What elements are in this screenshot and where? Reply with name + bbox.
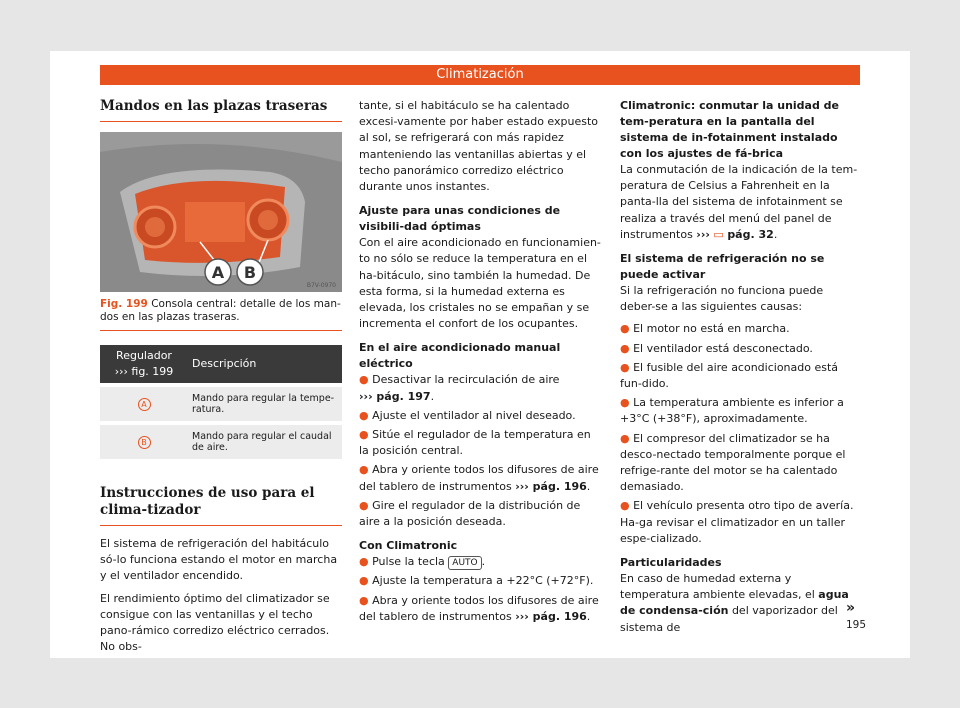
instrument-panel-icon: ▭ <box>713 227 724 241</box>
section-title: Mandos en las plazas traseras <box>100 98 342 122</box>
list-item: ● Sitúe el regulador de la temperatura en la posición central. <box>359 428 591 458</box>
page-ref-link[interactable]: ››› pág. 197 <box>359 389 431 403</box>
key-letter: B <box>138 436 151 449</box>
page-ref-link[interactable]: ››› pág. 196 <box>515 479 587 493</box>
console-illustration <box>100 132 342 292</box>
list-item: ● El vehículo presenta otro tipo de avería. Ha-ga revisar el climatizador en un taller espe-cializado. <box>620 499 854 545</box>
list-item: ● El compresor del climatizador se ha desco-nectado temporalmente porque el refrige-rante del motor se ha calentado demasiado. <box>620 431 846 494</box>
list-item: ● El fusible del aire acondicionado está fun-dido. <box>620 360 839 391</box>
list-item: ● El ventilador está desconectado. <box>620 341 813 355</box>
subheading: Ajuste para unas condiciones de visibili-dad óptimas <box>359 204 561 234</box>
subheading: Climatronic: conmutar la unidad de tem-peratura en la pantalla del sistema de in-fotainment instalado con los ajustes de fá-brica <box>620 99 840 160</box>
paragraph: El sistema de refrigeración del habitáculo só-lo funciona estando el motor en marcha y el ventilador encendido. <box>100 537 338 583</box>
column-right <box>620 98 860 642</box>
list-item: ● Abra y oriente todos los difusores de aire del tablero de instrumentos ››› pág. 196. <box>359 593 599 623</box>
figure-199 <box>100 132 342 292</box>
table-header-regulator: Regulador ››› fig. 199 <box>100 345 188 385</box>
list-item: ● La temperatura ambiente es inferior a +3°C (+38°F), aproximadamente. <box>620 396 844 426</box>
list-item: ● Gire el regulador de la distribución de aire a la posición deseada. <box>359 498 581 529</box>
paragraph: tante, si el habitáculo se ha calentado excesi-vamente por haber estado expuesto al sol, se refrigerará con más rapidez manteniendo las ventanillas abiertas y el techo panorámico corredizo eléctrico durante unos instantes. <box>359 99 599 194</box>
paragraph: La conmutación de la indicación de la tem-peratura de Celsius a Fahrenheit en la panta-lla del sistema de infotainment se realiza a través del menú del panel de instrumentos ››› ▭ pág. 32. <box>620 163 858 241</box>
paragraph: En caso de humedad externa y temperatura ambiente elevadas, el agua de condensa-ción del vaporizador del sistema de <box>620 572 849 634</box>
paragraph: Con el aire acondicionado en funcionamien-to no sólo se reduce la temperatura en el ha-bitáculo, sino también la humedad. De esta forma, si la humedad externa es elevada, los cristales no se empañan y se incrementa el confort de los ocupantes. <box>359 236 601 331</box>
row-description: Mando para regular el caudal de aire. <box>188 423 342 459</box>
page-ref-link[interactable]: pág. 32 <box>727 227 774 241</box>
figure-number: Fig. 199 <box>100 298 148 310</box>
list-item: ● El motor no está en marcha. <box>620 322 790 336</box>
controls-table <box>100 345 342 459</box>
continue-arrow: » <box>846 600 856 616</box>
table-row <box>100 423 342 459</box>
figure-code: B7V-0970 <box>306 282 336 289</box>
column-left <box>100 98 342 661</box>
paragraph: Si la refrigeración no funciona puede deber-se a las siguientes causas: <box>620 284 824 314</box>
subheading: El sistema de refrigeración no se puede activar <box>620 252 825 282</box>
page-ref-link[interactable]: ››› pág. 196 <box>515 609 587 623</box>
figure-caption <box>100 298 342 331</box>
list-item: ● Ajuste el ventilador al nivel deseado. <box>359 408 576 422</box>
table-header-description: Descripción <box>188 345 342 385</box>
list-item: ● Pulse la tecla AUTO . <box>359 555 486 569</box>
column-middle <box>359 98 602 628</box>
label-a: A <box>211 263 225 282</box>
list-item: ● Ajuste la temperatura a +22°C (+72°F). <box>359 574 594 588</box>
chapter-header: Climatización <box>100 65 860 85</box>
list-item: ● Desactivar la recirculación de aire ››› pág. 197. <box>359 373 560 403</box>
label-b: B <box>243 263 257 282</box>
table-row <box>100 385 342 423</box>
paragraph: El rendimiento óptimo del climatizador se consigue con las ventanillas y el techo pano-rámico corredizo eléctrico cerrados. No obs- <box>100 591 330 654</box>
figure-caption-text: Consola central: detalle de los man-dos en las plazas traseras. <box>100 298 341 323</box>
subheading: Con Climatronic <box>359 539 458 553</box>
key-letter: A <box>138 398 151 411</box>
subheading: Particularidades <box>620 556 722 570</box>
auto-key: AUTO <box>448 556 481 570</box>
section-title: Instrucciones de uso para el clima-tizador <box>100 485 342 526</box>
list-item: ● Abra y oriente todos los difusores de aire del tablero de instrumentos ››› pág. 196. <box>359 463 599 493</box>
row-description: Mando para regular la tempe-ratura. <box>188 385 342 423</box>
page-number: 195 <box>846 619 867 631</box>
subheading: En el aire acondicionado manual eléctrico <box>359 341 561 371</box>
